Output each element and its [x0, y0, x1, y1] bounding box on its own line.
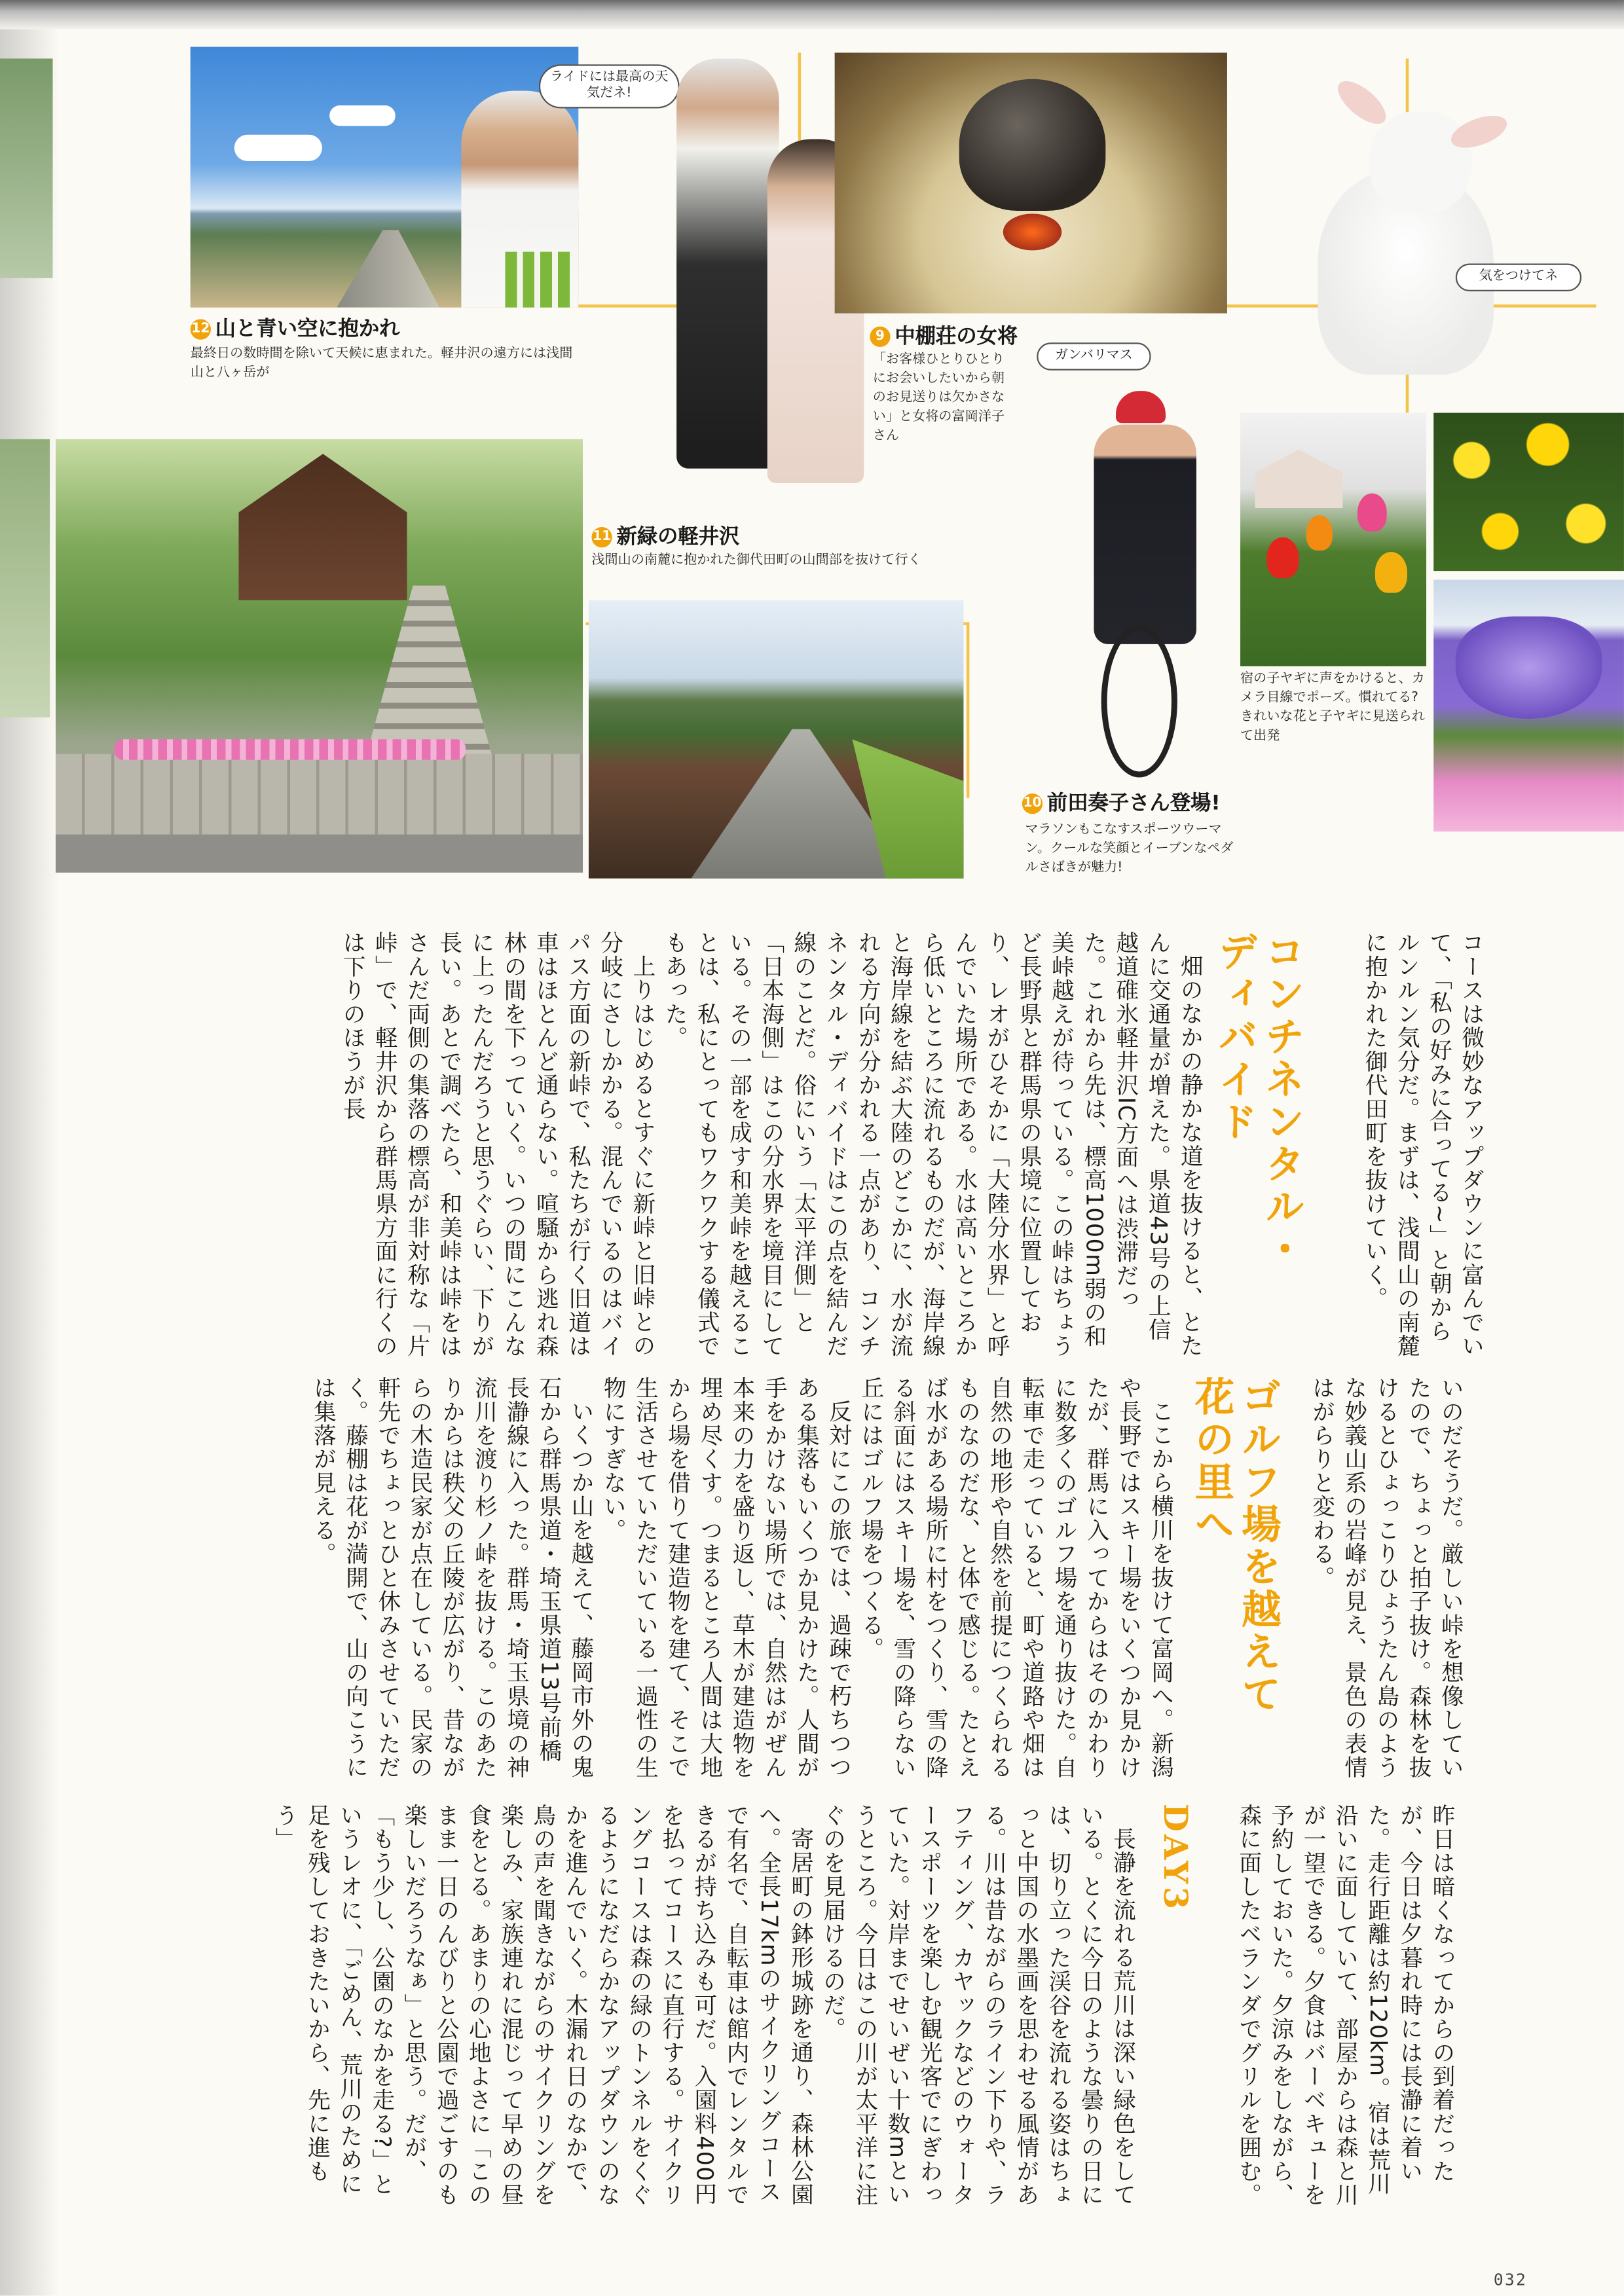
article-column-upper-middle	[187, 931, 1206, 1358]
article-column-middle-left	[187, 1376, 1177, 1786]
speech-bubble-goat: 気をつけてネ	[1456, 264, 1581, 291]
paragraph: 上りはじめるとすぐに新峠と旧峠との分岐にさしかかる。混んでいるのはバイパス方面の新峠で、私たちが行く旧道は車はほとんど通らない。喧騒から逃れ森林の間を下っていく。いつの間にこんなに上ったんだろうと思うぐらい、下りが長い。あとで調べたら、和美峠は峠をはさんだ両側の集落の標高が非対称な「片峠」で、軽井沢から群馬県方面に行くのは下りのほうが長	[339, 931, 656, 1358]
farmhouse	[1255, 450, 1342, 508]
section-heading: ゴルフ場を越えて 花の里へ	[1187, 1376, 1280, 1716]
caption-number-10: 10	[1022, 793, 1043, 814]
photo-tulips-house	[1240, 413, 1426, 666]
page-gutter	[0, 0, 58, 2295]
photo-forest-cabin	[56, 439, 583, 873]
caption-body-11: 浅間山の南麓に抱かれた御代田町の山間部を抜けて行く	[591, 553, 921, 568]
photo-mountains-sky	[191, 47, 579, 308]
caption-body-12: 最終日の数時間を除いて天候に恵まれた。軽井沢の遠方には浅間山と八ヶ岳が	[190, 346, 573, 381]
tulip	[1306, 515, 1333, 551]
cloud	[329, 105, 396, 126]
cabin	[239, 454, 407, 600]
wisteria	[1456, 616, 1602, 719]
tulip	[1357, 494, 1387, 532]
green-jersey-pattern	[505, 252, 571, 308]
page-number: 032	[1493, 2270, 1528, 2290]
tulip	[1375, 552, 1407, 593]
caption-body-10: マラソンもこなすスポーツウーマン。クールな笑顔とイーブンなペダルさばきが魅力!	[1025, 822, 1234, 876]
helmet	[1116, 391, 1166, 423]
paragraph: コースは微妙なアップダウンに富んでいて、「私の好みに合ってる~」と朝からルンルン気分だ。まずは、浅間山の南麓に抱かれた御代田町を抜けていく。	[1361, 931, 1485, 1358]
goat-head	[1369, 111, 1472, 214]
rider-body	[1094, 424, 1196, 644]
caption-title-text: 前田奏子さん登場!	[1046, 792, 1221, 816]
caption-title-12	[191, 314, 400, 343]
caption-title-11	[591, 521, 739, 551]
caption-title-text: 山と青い空に抱かれ	[215, 318, 400, 342]
photo-wisteria-field	[1433, 580, 1624, 832]
bicycle-wheel	[1101, 625, 1177, 778]
caption-body-9: 「お客様ひとりひとりにお会いしたいから朝のお見送りは欠かさない」と女将の富岡洋子さん	[872, 352, 1005, 444]
paragraph: いくつか山を越えて、藤岡市外の鬼石から群馬県道・埼玉県道13号前橋長瀞線に入った。群馬・埼玉県境の神流川を渡り杉ノ峠を抜ける。このあたりからは秩父の丘陵が広がり、昔ながらの木造民家が点在している。民家の軒先でちょっとひと休みさせていただく。藤棚は花が満開で、山の向こうには集落が見える。	[310, 1376, 595, 1779]
photo-yellow-flowers	[1433, 413, 1624, 572]
caption-title-text: 中棚荘の女将	[895, 325, 1018, 349]
caption-body-goat: 宿の子ヤギに声をかけると、カメラ目線でポーズ。慣れてる? きれいな花と子ヤギに見送られて出発	[1240, 672, 1425, 744]
stone-wall	[56, 754, 583, 835]
article-column-lower	[1236, 1803, 1458, 2214]
article-column-middle-right	[1289, 1376, 1467, 1786]
speech-bubble-ganbari: ガンバリマス	[1037, 342, 1151, 370]
photo-cyclist-on-bike	[1058, 384, 1219, 782]
guide-line	[967, 622, 969, 797]
photo-iron-kettle	[835, 53, 1227, 314]
paragraph: 寄居町の鉢形城跡を通り、森林公園へ。全長17kmのサイクリングコースで有名で、自転車は館内でレンタルできるが持ち込みも可だ。入園料400円を払ってコースに直行する。サイクリングコースは森の緑のトンネルをくぐるようになだらかなアップダウンのなかを進んでいく。木漏れ日のなかで、鳥の声を聞きながらのサイクリングを楽しみ、家族連れに混じって早めの昼食をとる。あまりの心地よさに「このまま一日のんびりと公園で過ごすのも楽しいだろうなぁ」と思う。だが、「もう少し、公園のなかを走る?」というレオに、「ごめん、荒川のために足を残しておきたいから、先に進もう」	[272, 1803, 815, 2207]
caption-number-12: 12	[191, 319, 211, 339]
road	[337, 230, 439, 308]
kettle	[959, 79, 1106, 211]
top-edge-shadow	[0, 0, 1624, 29]
paragraph: 反対にこの旅では、過疎で朽ちつつある集落もいくつか見かけた。人間が手をかけない場所では、自然はがぜん本来の力を盛り返し、草木が建造物を埋め尽くす。つまるところ人間は大地から場を借りて建造物を建て、そこで生活させていただいている一過性の生物にすぎない。	[600, 1376, 853, 1779]
road-surface	[56, 835, 583, 873]
paragraph: いのだそうだ。厳しい峠を想像していたので、ちょっと拍子抜け。森林を抜けるとひょっこりひょうたん島のような妙義山系の岩峰が見え、景色の表情はがらりと変わる。	[1309, 1376, 1465, 1779]
left-page-photo-strip-2	[0, 439, 50, 718]
speech-bubble-ride: ライドには最高の天気だネ!	[539, 64, 680, 108]
caption-title-10	[1022, 788, 1221, 817]
left-page-photo-strip	[0, 58, 53, 278]
paragraph: 長瀞を流れる荒川は深い緑色をしている。とくに今日のような曇りの日には、切り立った渓谷を流れる姿はちょっと中国の水墨画を思わせる風情がある。川は昔ながらのライン下りや、ラフティング、カヤックなどのウォータースポーツを楽しむ観光客でにぎわっていた。対岸までせいぜい十数mというところ。今日はこの川が太平洋に注ぐのを見届けるのだ。	[820, 1803, 1137, 2207]
caption-title-text: 新緑の軽井沢	[616, 525, 740, 549]
paragraph: ここから横川を抜けて富岡へ。新潟や長野ではスキー場をいくつか見かけたが、群馬に入ってからはそのかわりに数多くのゴルフ場を通り抜けた。自転車で走っていると、町や道路や畑は自然の地形や自然を前提につくられるものなのだな、と体で感じる。たとえば水がある場所に村をつくり、雪の降る斜面にはスキー場を、雪の降らない丘にはゴルフ場をつくる。	[858, 1376, 1175, 1779]
paragraph: 昨日は暗くなってからの到着だったが、今日は夕暮れ時には長瀞に着いた。走行距離は約120km。宿は荒川沿いに面していて、部屋からは森と川が一望できる。夕食はバーベキューを予約しておいた。夕涼みをしながら、森に面したベランダでグリルを囲む。	[1236, 1803, 1456, 2207]
cyclist-figure	[676, 58, 779, 468]
section-heading-continental-divide: コンチネンタル・ ディバイド	[1211, 931, 1304, 1271]
photo-country-road	[589, 600, 963, 879]
photo-goat	[1289, 82, 1538, 404]
section-heading: DAY3	[1155, 1803, 1194, 1912]
caption-number-9: 9	[870, 327, 890, 347]
pink-flowers	[114, 739, 466, 759]
caption-title-9	[870, 321, 1018, 350]
article-column-lower-left	[187, 1804, 1139, 2214]
caption-number-11: 11	[591, 527, 612, 547]
paragraph: 畑のなかの静かな道を抜けると、とたんに交通量が増えた。県道43号の上信越道碓氷軽井沢IC方面へは渋滞だった。これから先は、標高1000m弱の和美峠越えが待っている。この峠はちょうど長野県と群馬県の県境に位置しており、レオがひそかに「大陸分水界」と呼んでいた場所である。水は高いところから低いところに流れるものだが、海岸線と海岸線を結ぶ大陸のどこかに、水が流れる方向が分かれる一点があり、コンチネンタル・ディバイドはこの点を結んだ線のことだ。俗にいう「太平洋側」と「日本海側」はこの分水界を境目にしている。その一部を成す和美峠を越えることは、私にとってもワクワクする儀式でもあった。	[661, 931, 1204, 1358]
fire	[1003, 213, 1061, 250]
cloud	[234, 135, 322, 161]
tulip	[1266, 538, 1299, 579]
